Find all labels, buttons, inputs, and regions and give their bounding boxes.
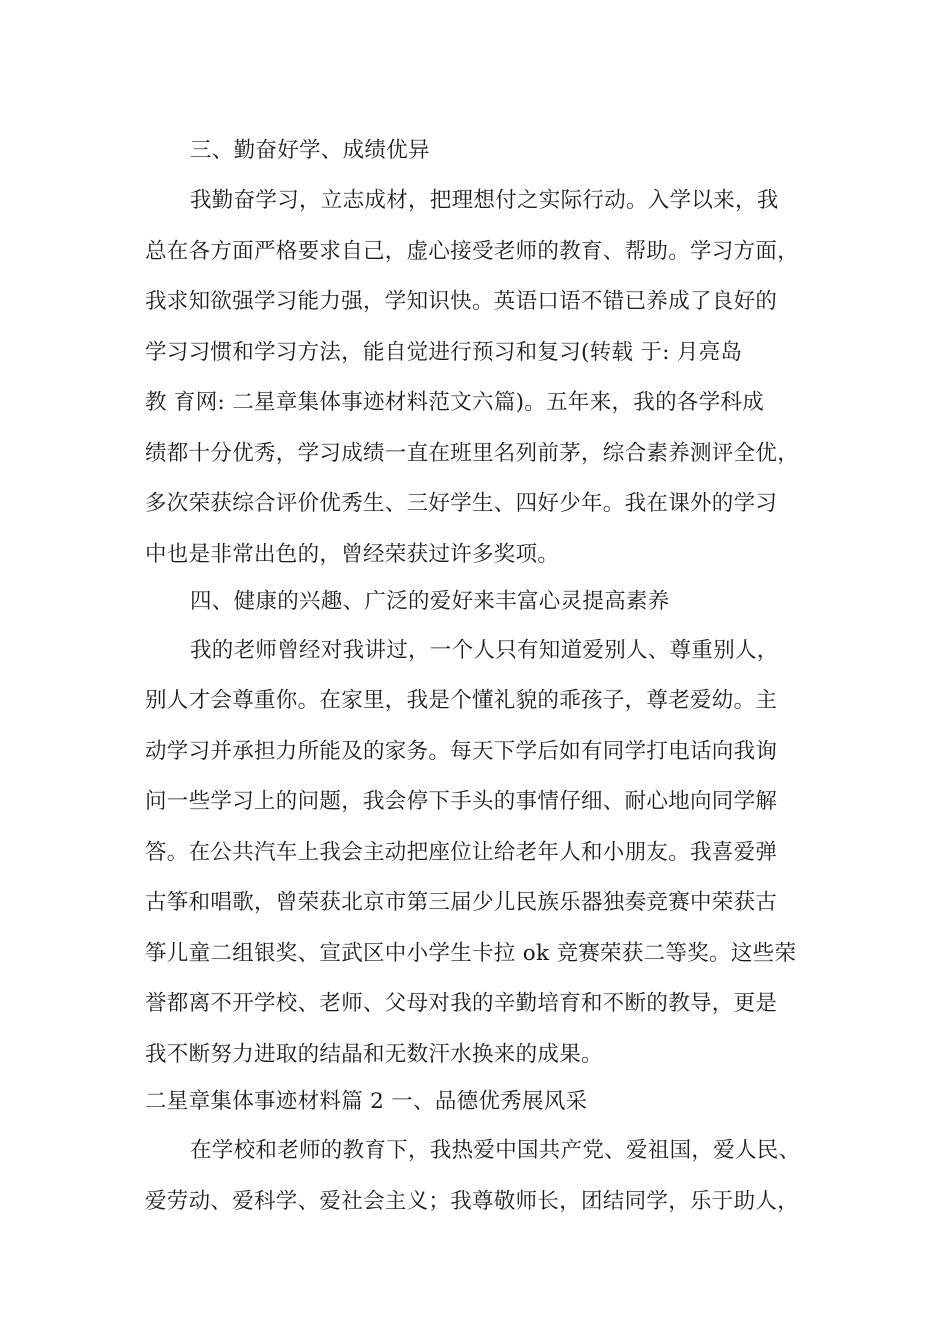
section-heading: 三、勤奋好学、成绩优异: [190, 138, 430, 163]
paragraph-line: 我求知欲强学习能力强，学知识快。英语口语不错已养成了良好的: [145, 289, 778, 314]
paragraph-line: 中也是非常出色的，曾经荣获过许多奖项。: [145, 542, 560, 567]
paragraph-line: 我不断努力进取的结晶和无数汗水换来的成果。: [145, 1042, 603, 1067]
paragraph-line: 学习习惯和学习方法，能自觉进行预习和复习(转载 于: 月亮岛: [145, 340, 743, 365]
paragraph-line: 我的老师曾经对我讲过，一个人只有知道爱别人、尊重别人，: [190, 638, 779, 663]
paragraph-line: 誉都离不开学校、老师、父母对我的辛勤培育和不断的教导，更是: [145, 991, 778, 1016]
paragraph-line: 总在各方面严格要求自己，虚心接受老师的教育、帮助。学习方面，: [145, 239, 800, 264]
paragraph-line: 多次荣获综合评价优秀生、三好学生、四好少年。我在课外的学习: [145, 491, 778, 516]
section-heading: 四、健康的兴趣、广泛的爱好来丰富心灵提高素养: [190, 589, 670, 614]
paragraph-line: 古筝和唱歌，曾荣获北京市第三届少儿民族乐器独奏竞赛中荣获古: [145, 890, 778, 915]
paragraph-line: 问一些学习上的问题，我会停下手头的事情仔细、耐心地向同学解: [145, 789, 778, 814]
paragraph-line: 别人才会尊重你。在家里，我是个懂礼貌的乖孩子，尊老爱幼。主: [145, 688, 778, 713]
chapter-heading: 二星章集体事迹材料篇 2 一、品德优秀展风采: [145, 1089, 588, 1114]
paragraph-line: 爱劳动、爱科学、爱社会主义；我尊敬师长，团结同学，乐于助人，: [145, 1189, 800, 1214]
paragraph-line: 我勤奋学习，立志成材，把理想付之实际行动。入学以来，我: [190, 188, 779, 213]
paragraph-line: 教 育网: 二星章集体事迹材料范文六篇)。五年来，我的各学科成: [145, 390, 765, 415]
paragraph-line: 筝儿童二组银奖、宣武区中小学生卡拉 ok 竞赛荣获二等奖。这些荣: [145, 941, 797, 966]
paragraph-line: 在学校和老师的教育下，我热爱中国共产党、爱祖国，爱人民、: [190, 1138, 801, 1163]
paragraph-line: 动学习并承担力所能及的家务。每天下学后如有同学打电话向我询: [145, 739, 778, 764]
paragraph-line: 绩都十分优秀，学习成绩一直在班里名列前茅，综合素养测评全优，: [145, 441, 800, 466]
paragraph-line: 答。在公共汽车上我会主动把座位让给老年人和小朋友。我喜爱弹: [145, 840, 778, 865]
